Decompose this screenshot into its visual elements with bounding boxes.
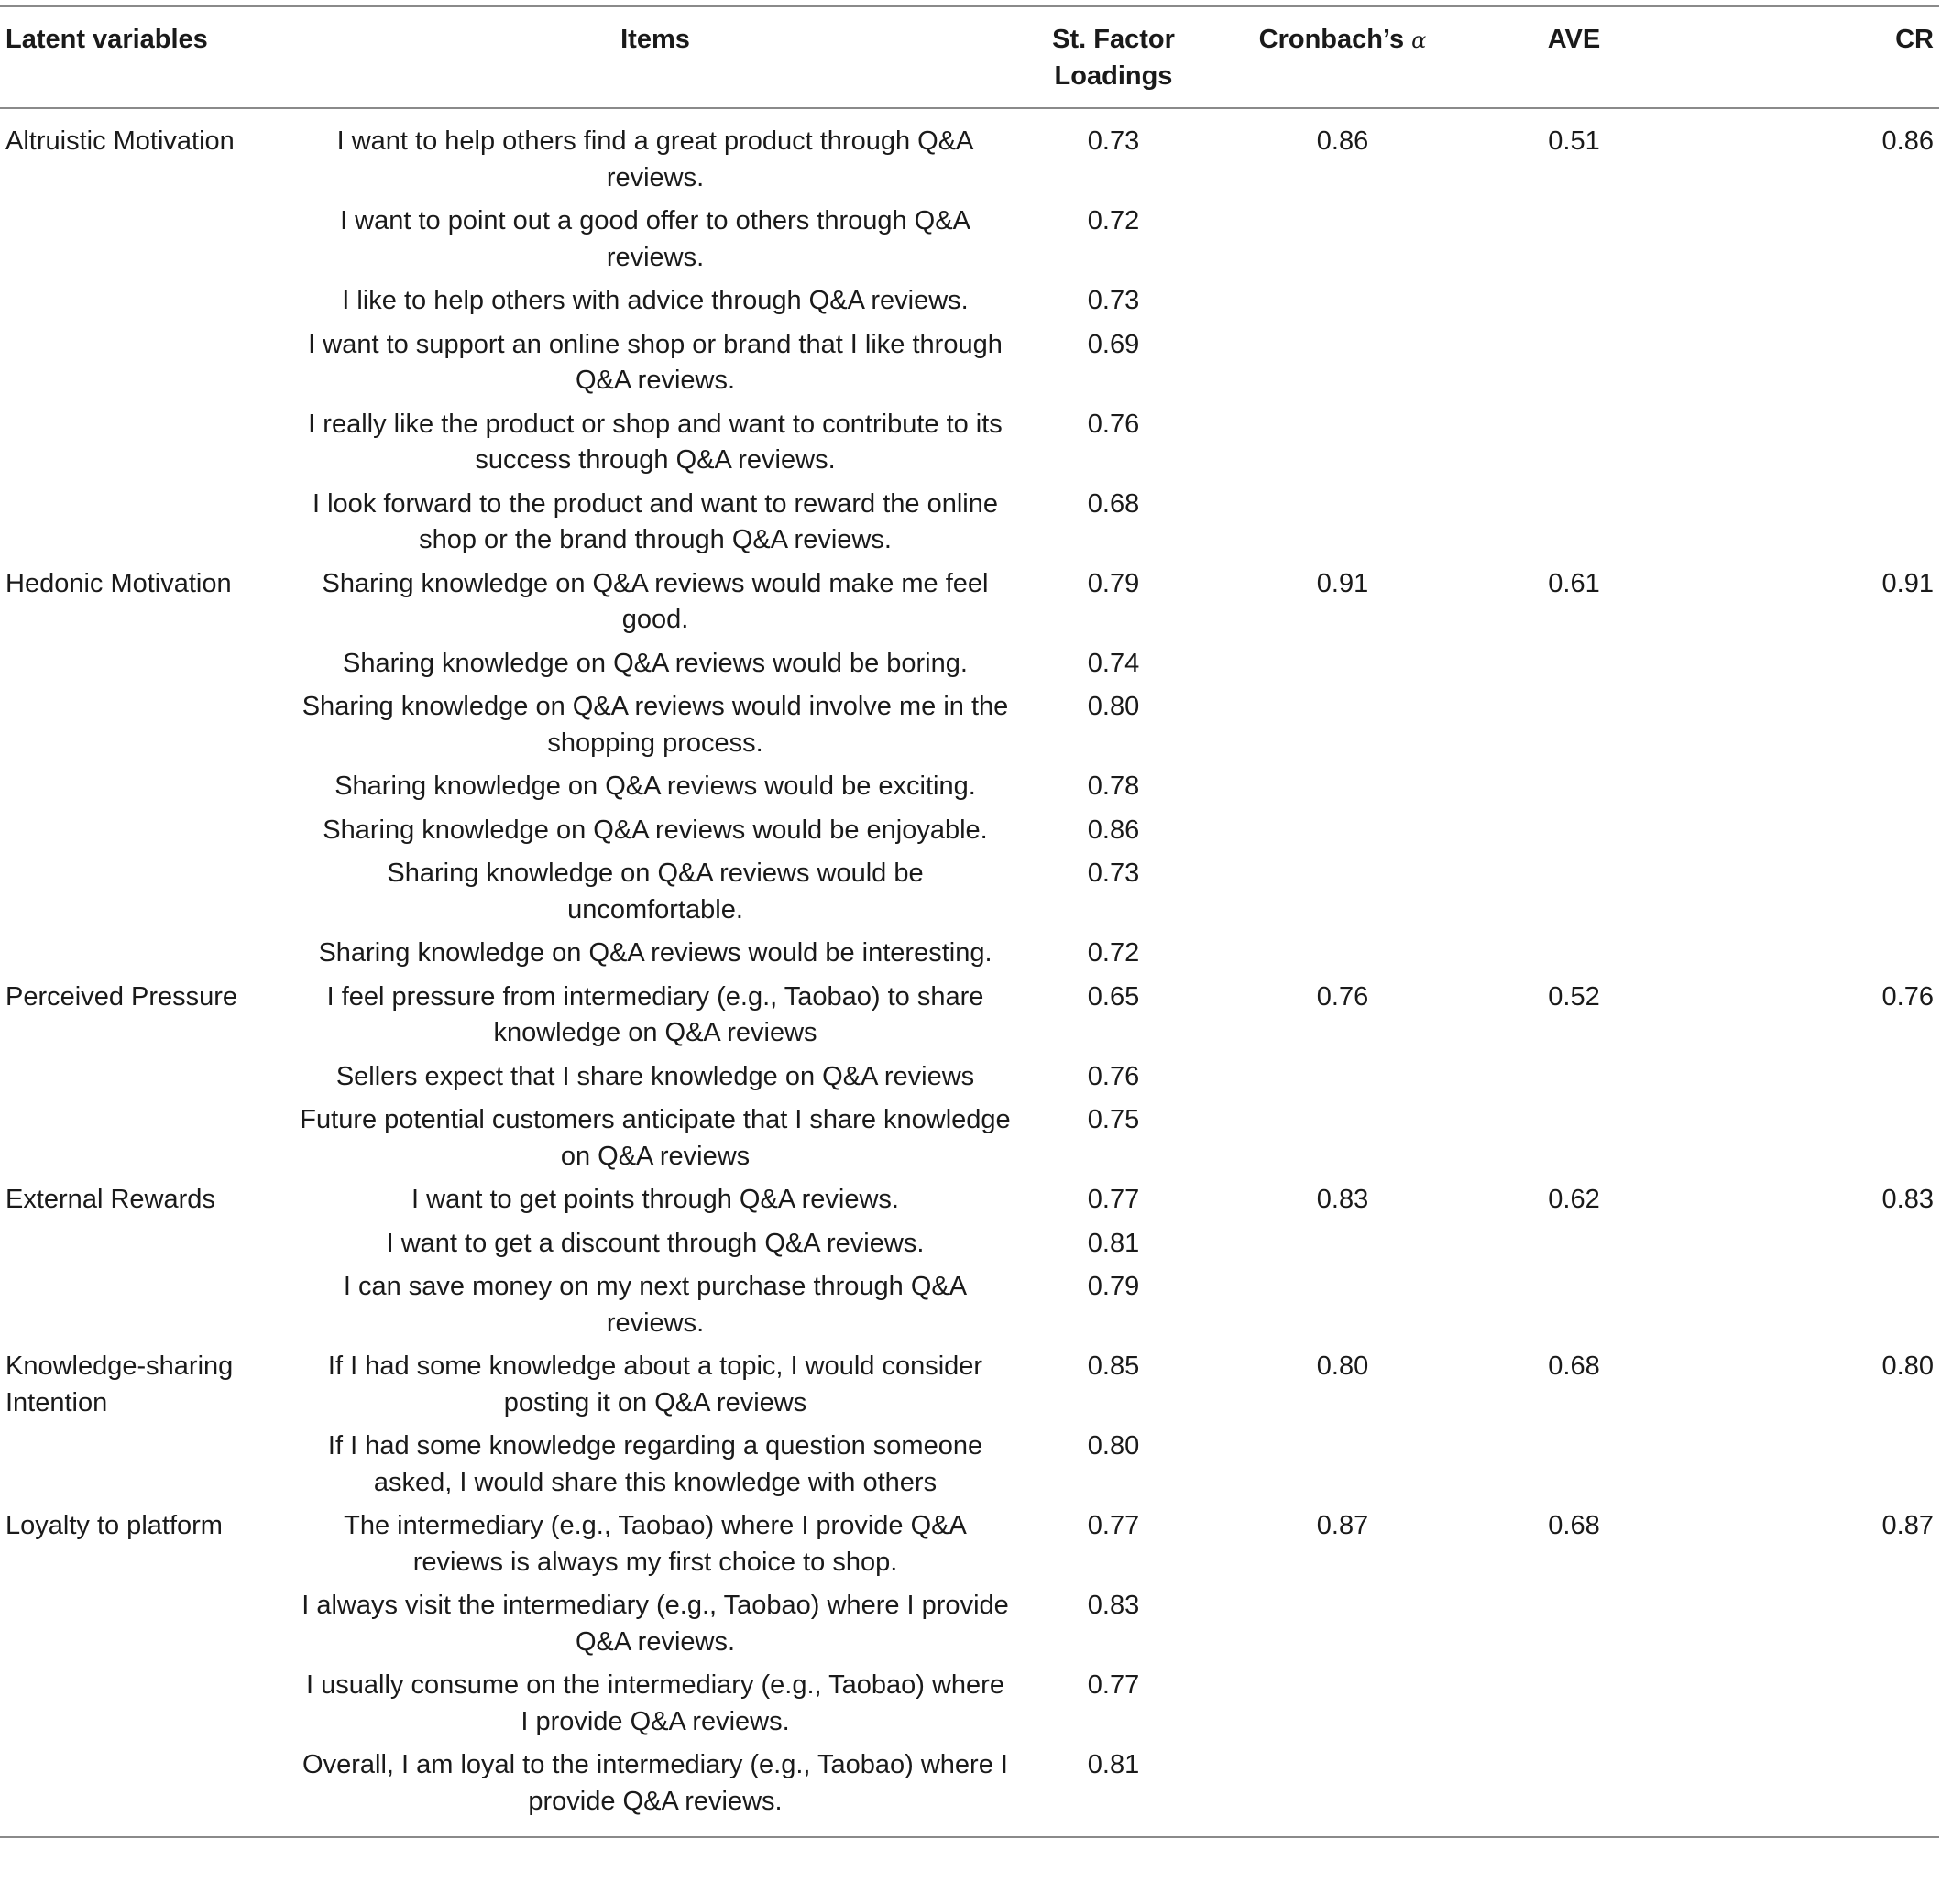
item-cell: Sharing knowledge on Q&A reviews would involve me in the shopping process. [302,692,1009,758]
cr-cell: 0.86 [1881,126,1934,156]
table-row [0,1345,1939,1425]
cr-cell [1672,809,1939,853]
ave-cell: 0.68 [1548,1511,1600,1540]
factor-loading-cell: 0.83 [1087,1591,1140,1620]
item-cell: Overall, I am loyal to the intermediary (e.g., Taobao) where I provide Q&A reviews. [302,1750,1008,1816]
latent-variable-cell: Loyalty to platform [5,1511,223,1540]
table-row [0,685,1939,765]
factor-loading-cell: 0.72 [1087,938,1140,968]
item-cell: Sharing knowledge on Q&A reviews would be uncomfortable. [387,859,924,925]
cr-cell [1672,932,1939,976]
item-cell: The intermediary (e.g., Taobao) where I provide Q&A reviews is always my first choice to shop. [344,1511,967,1577]
latent-variable-cell [0,323,293,403]
factor-loading-cell: 0.81 [1087,1750,1140,1779]
header-cr: CR [1895,25,1934,54]
latent-variable-cell [0,1222,293,1266]
ave-cell: 0.52 [1548,981,1600,1012]
cr-cell [1672,483,1939,563]
ave-cell: 0.61 [1548,568,1600,598]
cr-cell [1672,1056,1939,1100]
factor-loading-cell: 0.79 [1087,568,1140,598]
cronbach-alpha-cell [1210,685,1475,765]
ave-cell [1475,1222,1672,1266]
table-row [0,1584,1939,1664]
item-cell: I want to get points through Q&A reviews. [411,1185,899,1214]
factor-loading-cell: 0.73 [1087,286,1140,315]
table-row [0,1099,1939,1178]
ave-cell [1475,1425,1672,1505]
factor-loading-cell: 0.77 [1087,1670,1140,1700]
latent-variable-cell [0,1744,293,1837]
cr-cell [1672,1099,1939,1178]
ave-cell [1475,1584,1672,1664]
item-cell: I can save money on my next purchase through Q&A reviews. [343,1272,968,1338]
table-row [0,1425,1939,1505]
ave-cell: 0.51 [1548,126,1600,156]
latent-variable-cell [0,200,293,279]
table-row [0,809,1939,853]
latent-variable-cell [0,809,293,853]
latent-variable-cell: Altruistic Motivation [5,126,235,156]
latent-variable-cell [0,1425,293,1505]
item-cell: Sharing knowledge on Q&A reviews would make me feel good. [322,568,989,634]
item-cell: Sharing knowledge on Q&A reviews would be exciting. [334,771,976,801]
item-cell: I want to get a discount through Q&A reviews. [386,1228,925,1258]
latent-variable-cell [0,642,293,686]
cr-cell: 0.83 [1881,1185,1934,1214]
latent-variable-cell [0,932,293,976]
ave-cell [1475,932,1672,976]
cr-cell [1672,279,1939,323]
cronbach-alpha-cell: 0.86 [1316,126,1369,156]
factor-loading-cell: 0.74 [1087,648,1140,678]
table-body [0,108,1939,1837]
factor-loading-cell: 0.73 [1087,126,1140,156]
ave-cell [1475,642,1672,686]
table-row [0,1664,1939,1744]
cr-cell [1672,1584,1939,1664]
item-cell: I want to support an online shop or brand that I like through Q&A reviews. [308,329,1003,395]
item-cell: I want to point out a good offer to others through Q&A reviews. [340,206,970,272]
cr-cell [1672,1664,1939,1744]
factor-loading-cell: 0.69 [1087,329,1140,359]
latent-variable-cell [0,685,293,765]
table-row [0,1222,1939,1266]
header-cronbachs-alpha [1210,6,1475,108]
ave-cell [1475,809,1672,853]
item-cell: Future potential customers anticipate that I share knowledge on Q&A reviews [300,1105,1011,1171]
cr-cell [1672,685,1939,765]
cronbach-alpha-cell [1210,1664,1475,1744]
cronbach-alpha-cell [1210,403,1475,483]
cronbach-alpha-cell [1210,1425,1475,1505]
item-cell: I look forward to the product and want to reward the online shop or the brand through Q&A reviews. [313,488,998,554]
cr-cell: 0.80 [1881,1351,1934,1381]
latent-variable-cell: Knowledge-sharing Intention [5,1351,234,1417]
header-items: Items [620,25,690,54]
table-row [0,1178,1939,1222]
factor-loading-cell: 0.68 [1087,488,1140,519]
ave-cell: 0.68 [1548,1351,1600,1381]
item-cell: Sharing knowledge on Q&A reviews would be boring. [343,648,968,678]
table-row [0,1265,1939,1345]
ave-cell [1475,852,1672,932]
cronbach-alpha-cell [1210,809,1475,853]
header-alpha-text: Cronbach’s [1258,25,1412,54]
item-cell: Sellers expect that I share knowledge on Q&A reviews [335,1061,975,1091]
item-cell: I usually consume on the intermediary (e.g., Taobao) where I provide Q&A reviews. [306,1670,1004,1736]
cr-cell [1672,852,1939,932]
factor-loading-cell: 0.73 [1087,859,1140,888]
cronbach-alpha-cell: 0.87 [1316,1511,1369,1540]
alpha-symbol: α [1411,27,1427,53]
item-cell: I really like the product or shop and want to contribute to its success through Q&A reviews. [308,409,1003,475]
factor-loading-cell: 0.76 [1087,1061,1140,1091]
table-row [0,563,1939,642]
latent-variable-cell [0,1056,293,1100]
item-cell: I like to help others with advice through Q&A reviews. [342,286,969,315]
header-ave: AVE [1547,25,1601,54]
cr-cell: 0.91 [1881,568,1934,598]
ave-cell [1475,1056,1672,1100]
cr-cell: 0.87 [1881,1511,1934,1540]
cronbach-alpha-cell [1210,279,1475,323]
table-header [0,6,1939,108]
table-row [0,932,1939,976]
measurement-model-table [0,5,1939,1838]
table-row [0,108,1939,200]
cronbach-alpha-cell [1210,1099,1475,1178]
cronbach-alpha-cell [1210,642,1475,686]
item-cell: I always visit the intermediary (e.g., Taobao) where I provide Q&A reviews. [302,1591,1009,1657]
factor-loading-cell: 0.72 [1087,206,1140,235]
cr-cell [1672,642,1939,686]
latent-variable-cell [0,765,293,809]
header-latent-variables: Latent variables [5,25,208,54]
ave-cell [1475,403,1672,483]
cronbach-alpha-cell [1210,200,1475,279]
cronbach-alpha-cell [1210,1744,1475,1837]
header-row [0,6,1939,108]
table-row [0,483,1939,563]
cr-cell: 0.76 [1881,981,1934,1012]
ave-cell [1475,765,1672,809]
factor-loading-cell: 0.79 [1087,1272,1140,1301]
cr-cell [1672,1425,1939,1505]
table-row [0,642,1939,686]
factor-loading-cell: 0.80 [1087,692,1140,721]
ave-cell [1475,1744,1672,1837]
ave-cell [1475,200,1672,279]
factor-loading-cell: 0.81 [1087,1228,1140,1258]
ave-cell [1475,1099,1672,1178]
table-row [0,200,1939,279]
cronbach-alpha-cell [1210,483,1475,563]
ave-cell [1475,279,1672,323]
factor-loading-cell: 0.77 [1087,1185,1140,1214]
factor-loading-cell: 0.77 [1087,1511,1140,1540]
factor-loading-cell: 0.78 [1087,771,1140,801]
latent-variable-cell [0,403,293,483]
cronbach-alpha-cell: 0.80 [1316,1351,1369,1381]
latent-variable-cell [0,852,293,932]
item-cell: Sharing knowledge on Q&A reviews would be enjoyable. [323,815,988,845]
ave-cell: 0.62 [1548,1185,1600,1214]
ave-cell [1475,685,1672,765]
table-row [0,323,1939,403]
cronbach-alpha-cell [1210,1222,1475,1266]
cronbach-alpha-cell [1210,852,1475,932]
header-factor-loadings: St. Factor Loadings [1052,25,1175,91]
factor-loading-cell: 0.86 [1087,815,1140,845]
cronbach-alpha-cell [1210,323,1475,403]
table-row [0,1744,1939,1837]
item-cell: If I had some knowledge about a topic, I would consider posting it on Q&A reviews [327,1351,983,1417]
cronbach-alpha-cell: 0.76 [1316,981,1369,1012]
table-row [0,279,1939,323]
table-row [0,976,1939,1056]
table-row [0,765,1939,809]
cr-cell [1672,403,1939,483]
table-row [0,1056,1939,1100]
cronbach-alpha-cell: 0.91 [1316,568,1369,598]
latent-variable-cell [0,483,293,563]
table-row [0,403,1939,483]
latent-variable-cell: External Rewards [5,1185,215,1214]
latent-variable-cell [0,1664,293,1744]
item-cell: I feel pressure from intermediary (e.g., Taobao) to share knowledge on Q&A reviews [326,981,984,1047]
cr-cell [1672,200,1939,279]
factor-loading-cell: 0.85 [1087,1351,1140,1381]
table-row [0,852,1939,932]
ave-cell [1475,1664,1672,1744]
item-cell: I want to help others find a great product through Q&A reviews. [336,126,974,192]
latent-variable-cell: Hedonic Motivation [5,568,232,598]
cr-cell [1672,1222,1939,1266]
item-cell: If I had some knowledge regarding a question someone asked, I would share this knowledge with others [327,1431,983,1497]
ave-cell [1475,1265,1672,1345]
factor-loading-cell: 0.65 [1087,981,1140,1012]
cr-cell [1672,1265,1939,1345]
table-row [0,1505,1939,1584]
ave-cell [1475,483,1672,563]
ave-cell [1475,323,1672,403]
latent-variable-cell [0,1099,293,1178]
latent-variable-cell [0,279,293,323]
cronbach-alpha-cell [1210,765,1475,809]
latent-variable-cell [0,1265,293,1345]
cronbach-alpha-cell [1210,1265,1475,1345]
cronbach-alpha-cell: 0.83 [1316,1185,1369,1214]
factor-loading-cell: 0.80 [1087,1431,1140,1461]
cronbach-alpha-cell [1210,1584,1475,1664]
cr-cell [1672,765,1939,809]
factor-loading-cell: 0.75 [1087,1105,1140,1134]
cr-cell [1672,1744,1939,1837]
latent-variable-cell [0,1584,293,1664]
cr-cell [1672,323,1939,403]
cronbach-alpha-cell [1210,932,1475,976]
cronbach-alpha-cell [1210,1056,1475,1100]
factor-loading-cell: 0.76 [1087,409,1140,439]
latent-variable-cell: Perceived Pressure [5,981,238,1012]
item-cell: Sharing knowledge on Q&A reviews would be interesting. [318,938,992,968]
